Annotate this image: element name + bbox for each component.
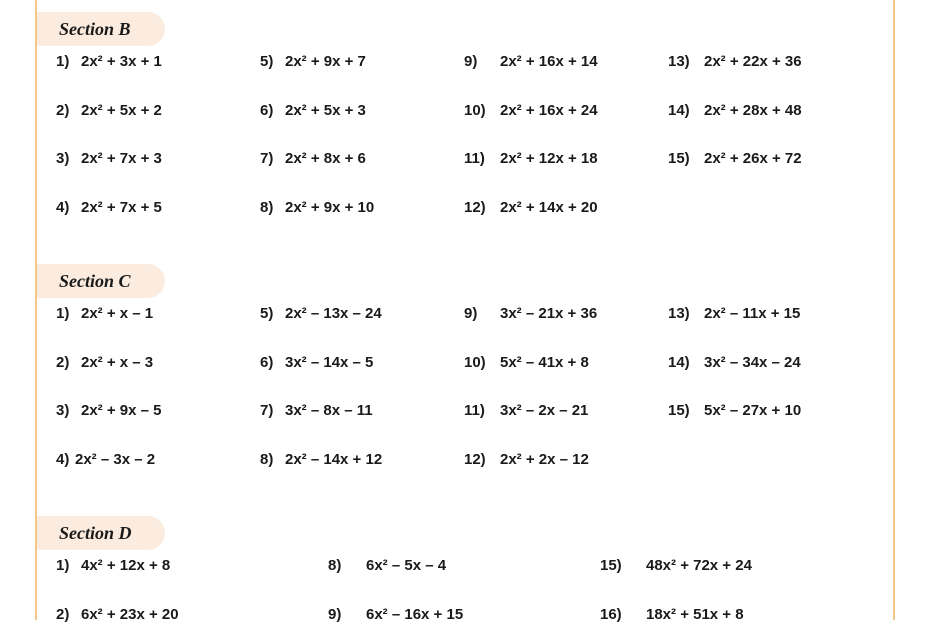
problem-expression: 2x² + 22x + 36 (704, 53, 802, 70)
problem-number: 1) (56, 557, 70, 574)
problem-number: 7) (260, 402, 274, 420)
problem-expression: 2x² + 5x + 2 (81, 101, 162, 119)
problem-number: 15) (668, 402, 690, 420)
problem-number: 8) (260, 199, 274, 217)
problem-expression: 2x² – 13x – 24 (285, 305, 382, 322)
problem-expression: 2x² + 9x + 10 (285, 199, 375, 217)
problem-expression: 2x² + 2x – 12 (500, 451, 589, 469)
problem-item (328, 557, 447, 575)
problem-expression: 3x² – 14x – 5 (285, 353, 374, 371)
problem-expression: 2x² + 7x + 5 (81, 199, 162, 217)
problem-expression: 4x² + 12x + 8 (81, 557, 171, 574)
problem-number: 7) (260, 150, 274, 168)
problem-number: 2) (56, 353, 70, 371)
problem-item (668, 305, 801, 323)
problem-number: 6) (260, 353, 274, 371)
problem-number: 4) (56, 451, 70, 469)
problem-expression: 6x² – 5x – 4 (366, 557, 447, 574)
problem-expression: 2x² + 14x + 20 (500, 199, 598, 217)
problem-number: 13) (668, 53, 690, 70)
problem-number: 8) (260, 451, 274, 469)
section-heading: Section B (37, 12, 165, 46)
problem-expression: 2x² + 12x + 18 (500, 150, 598, 168)
problem-number: 9) (464, 305, 478, 322)
problem-item (260, 353, 374, 372)
problem-item (56, 305, 154, 323)
problem-number: 1) (56, 53, 70, 70)
problem-item (56, 353, 154, 372)
problem-expression: 2x² + 16x + 14 (500, 53, 598, 70)
problem-item (464, 353, 589, 372)
problem-number: 10) (464, 353, 486, 371)
problem-number: 5) (260, 53, 274, 70)
problem-expression: 2x² + 26x + 72 (704, 150, 802, 168)
problem-item (464, 150, 598, 168)
problem-number: 10) (464, 101, 486, 119)
page-border-right (893, 0, 895, 620)
problem-number: 5) (260, 305, 274, 322)
problem-item (56, 199, 162, 217)
problem-number: 12) (464, 199, 486, 217)
problem-item (260, 305, 382, 323)
problem-item (56, 101, 162, 120)
problem-number: 4) (56, 199, 70, 217)
problem-item (600, 557, 752, 575)
problem-expression: 2x² + 3x + 1 (81, 53, 162, 70)
problem-number: 3) (56, 150, 70, 168)
problem-number: 11) (464, 402, 485, 420)
problem-expression: 2x² + 16x + 24 (500, 101, 598, 119)
section-heading: Section D (37, 516, 165, 550)
problem-expression: 5x² – 27x + 10 (704, 402, 802, 420)
problem-expression: 3x² – 8x – 11 (285, 402, 373, 420)
problem-item (668, 402, 802, 420)
problem-item (56, 402, 162, 420)
problem-number: 2) (56, 605, 70, 623)
problem-item (260, 101, 366, 120)
problem-number: 15) (668, 150, 690, 168)
problem-expression: 3x² – 21x + 36 (500, 305, 598, 322)
problem-number: 2) (56, 101, 70, 119)
section-heading: Section C (37, 264, 165, 298)
problem-item (56, 605, 179, 624)
problem-expression: 2x² – 11x + 15 (704, 305, 801, 322)
problem-item (464, 305, 598, 323)
problem-expression: 2x² + 5x + 3 (285, 101, 366, 119)
problem-expression: 2x² + 9x + 7 (285, 53, 366, 70)
problem-expression: 2x² + 28x + 48 (704, 101, 802, 119)
problem-expression: 2x² – 3x – 2 (75, 451, 156, 469)
problem-number: 14) (668, 353, 690, 371)
problem-item (668, 150, 802, 168)
problem-item (260, 402, 373, 420)
problem-expression: 5x² – 41x + 8 (500, 353, 589, 371)
problem-expression: 3x² – 34x – 24 (704, 353, 801, 371)
problem-item (56, 557, 171, 575)
problem-number: 6) (260, 101, 274, 119)
problem-item (668, 53, 802, 71)
problem-item (56, 451, 156, 469)
problem-expression: 2x² + x – 1 (81, 305, 154, 322)
problem-expression: 2x² + 9x – 5 (81, 402, 162, 420)
problem-item (668, 101, 802, 120)
problem-expression: 2x² + x – 3 (81, 353, 154, 371)
problem-expression: 2x² + 7x + 3 (81, 150, 162, 168)
problem-item (56, 53, 162, 71)
problem-item (464, 451, 589, 469)
problem-item (600, 605, 744, 624)
problem-item (464, 101, 598, 120)
problem-item (260, 150, 366, 168)
problem-item (464, 199, 598, 217)
problem-item (328, 605, 464, 624)
problem-number: 15) (600, 557, 622, 574)
problem-expression: 6x² – 16x + 15 (366, 605, 464, 623)
problem-number: 1) (56, 305, 70, 322)
problem-expression: 48x² + 72x + 24 (646, 557, 752, 574)
problem-item (56, 150, 162, 168)
problem-expression: 2x² + 8x + 6 (285, 150, 366, 168)
problem-item (464, 402, 589, 420)
problem-item (260, 199, 375, 217)
problem-item (260, 451, 383, 469)
problem-item (668, 353, 801, 372)
problem-item (464, 53, 598, 71)
problem-number: 9) (328, 605, 342, 623)
problem-expression: 6x² + 23x + 20 (81, 605, 179, 623)
problem-number: 14) (668, 101, 690, 119)
problem-expression: 18x² + 51x + 8 (646, 605, 744, 623)
problem-number: 13) (668, 305, 690, 322)
problem-item (260, 53, 366, 71)
problem-number: 16) (600, 605, 622, 623)
problem-number: 9) (464, 53, 478, 70)
problem-expression: 2x² – 14x + 12 (285, 451, 383, 469)
problem-number: 11) (464, 150, 485, 168)
problem-expression: 3x² – 2x – 21 (500, 402, 589, 420)
problem-number: 12) (464, 451, 486, 469)
problem-number: 8) (328, 557, 342, 574)
problem-number: 3) (56, 402, 70, 420)
